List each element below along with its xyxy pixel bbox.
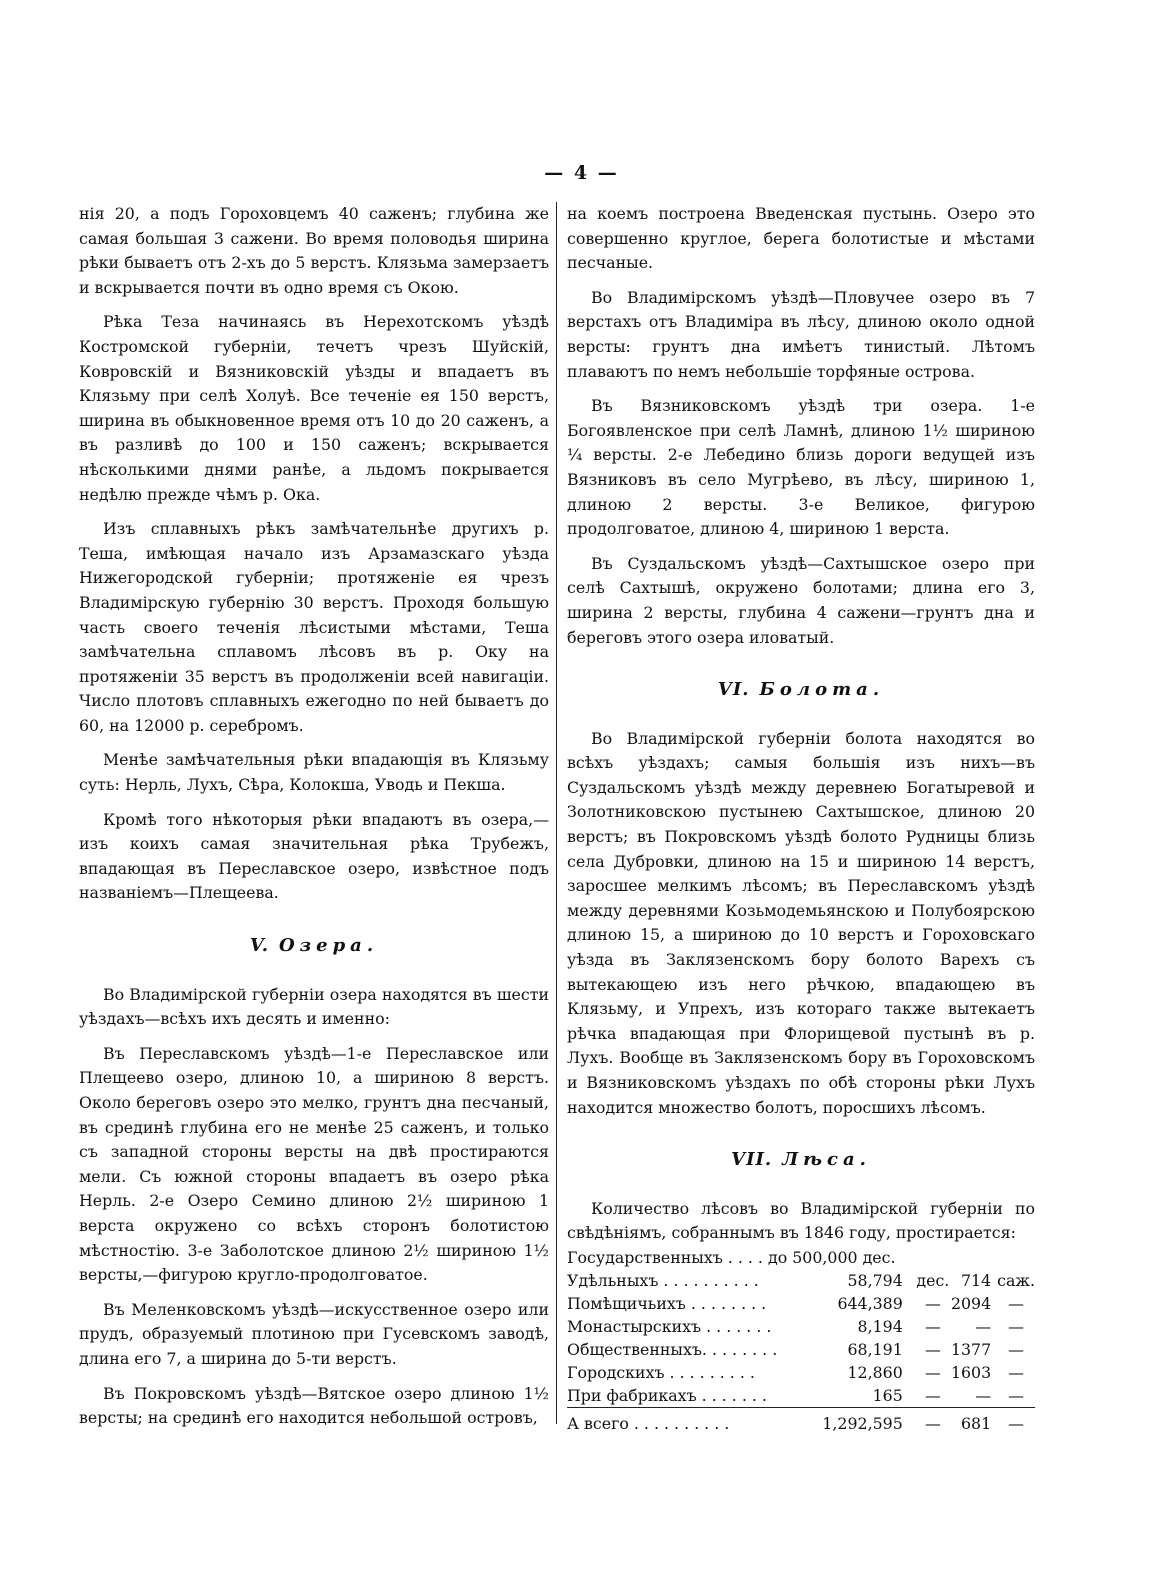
page-number: — 4 —	[544, 162, 619, 184]
right-column	[567, 202, 1035, 1435]
forest-unit-2: саж.	[997, 1270, 1035, 1290]
forest-value: 68,191	[847, 1339, 903, 1359]
paragraph: Въ Суздальскомъ уѣздѣ—Сахтышское озеро при селѣ Сахтышѣ, окружено болотами; длина его 3, ширина 2 версты, глубина 4 сажени—грунтъ дна и береговъ этого озера иловатый.	[567, 553, 1035, 647]
forest-first-row: Государственныхъ . . . . до 500,000 дес.	[567, 1247, 896, 1267]
left-column	[79, 202, 549, 1441]
section-number: V.	[249, 935, 269, 957]
paragraph: на коемъ построена Введенская пустынь. Озеро это совершенно круглое, берега болотистые и мѣстами песчаные.	[567, 204, 1035, 273]
forest-label: При фабрикахъ . . . . . . .	[567, 1385, 767, 1405]
forest-value: 58,794	[847, 1270, 903, 1290]
forest-value-2: 2094	[950, 1293, 992, 1313]
forest-value: 644,389	[837, 1293, 903, 1313]
section-title: Болота.	[759, 679, 885, 701]
forest-label: Помѣщичьихъ . . . . . . . .	[567, 1293, 767, 1313]
forest-row	[567, 1361, 1035, 1384]
forest-value: 12,860	[847, 1362, 903, 1382]
forest-label: Удѣльныхъ . . . . . . . . . .	[567, 1270, 759, 1290]
forest-row	[567, 1269, 1035, 1292]
forest-unit: дес.	[916, 1270, 950, 1290]
section-heading-forests	[567, 1148, 1035, 1173]
paragraph: Кромѣ того нѣкоторыя рѣки впадаютъ въ озера,— изъ коихъ самая значительная рѣка Трубежъ, впадающая въ Переславское озеро, извѣстное подъ названіемъ—Плещеева.	[79, 809, 549, 903]
forest-row	[567, 1384, 1035, 1408]
paragraph: Во Владимірскомъ уѣздѣ—Пловучее озеро въ 7 верстахъ отъ Владиміра въ лѣсу, длиною около одной версты: грунтъ дна имѣетъ тинистый. Лѣтомъ плаваютъ по немъ небольшіе торфяные острова.	[567, 287, 1035, 381]
forest-value: 8,194	[857, 1316, 903, 1336]
forest-unit-2: —	[997, 1407, 1035, 1435]
forest-label: Монастырскихъ . . . . . . .	[567, 1316, 772, 1336]
forest-label: Городскихъ . . . . . . . . .	[567, 1362, 755, 1382]
forest-unit: —	[915, 1407, 951, 1435]
section-number: VII.	[731, 1149, 773, 1171]
paragraph: Количество лѣсовъ во Владимірской губерніи по свѣдѣніямъ, собраннымъ въ 1846 году, простирается:	[567, 1198, 1035, 1243]
forest-unit-2: —	[1008, 1316, 1024, 1336]
paragraph: Во Владимірской губерніи озера находятся въ шести уѣздахъ—всѣхъ ихъ десять и именно:	[79, 984, 549, 1029]
forest-row	[567, 1315, 1035, 1338]
paragraph: Во Владимірской губерніи болота находятся во всѣхъ уѣздахъ; самыя большія изъ нихъ—въ Суздальскомъ уѣздѣ между деревнею Богатыревой и Золотниковскою пустынею Сахтышское, длиною 20 верстъ; въ Покровскомъ уѣздѣ болото Рудницы близь села Дубровки, длиною на 15 и шириною 14 верстъ, заросшее мелкимъ лѣсомъ; въ Переславскомъ уѣздѣ между деревнями Козьмодемьянскою и Полубоярскою длиною 15, а шириною до 10 верстъ и Гороховскаго уѣзда въ Заклязенскомъ бору болото Варехъ съ вытекающею изъ него рѣчкою, впадающею въ Клязьму, и Упрехъ, изъ котораго также вытекаетъ рѣчка впадающая при Флорищевой пустынѣ въ р. Лухъ. Вообще въ Заклязенскомъ бору въ Гороховскомъ и Вязниковскомъ уѣздахъ по обѣ стороны рѣки Лухъ находится множество болотъ, поросшихъ лѣсомъ.	[567, 728, 1035, 1117]
forest-unit: —	[924, 1362, 941, 1382]
paragraph: Рѣка Теза начинаясь въ Нерехотскомъ уѣздѣ Костромской губерніи, течетъ чрезъ Шуйскій, Ковровскій и Вязниковскій уѣзды и впадаетъ въ Клязьму при селѣ Холуѣ. Все теченіе ея 150 верстъ, ширина въ обыкновенное время отъ 10 до 20 саженъ, а въ разливѣ до 100 и 150 саженъ; вскрывается нѣсколькими днями ранѣе, а льдомъ покрывается недѣлю прежде чѣмъ р. Ока.	[79, 312, 549, 504]
forest-unit-2: —	[1008, 1362, 1024, 1382]
forest-unit-2: —	[1008, 1339, 1024, 1359]
forest-value: 1,292,595	[815, 1407, 915, 1435]
section-title: Озера.	[278, 935, 379, 957]
forest-table	[567, 1269, 1035, 1435]
forest-row	[567, 1292, 1035, 1315]
forest-unit: —	[924, 1385, 941, 1405]
paragraph: Въ Вязниковскомъ уѣздѣ три озера. 1-е Богоявленское при селѣ Ламнѣ, длиною 1½ шириною ¼ версты. 2-е Лебедино близь дороги ведущей изъ Вязниковъ въ село Мугрѣево, въ лѣсу, шириною 1, длиною 2 версты. 3-е Великое, фигурою продолговатое, длиною 4, шириною 1 верста.	[567, 396, 1035, 539]
section-heading-lakes	[79, 934, 549, 959]
forest-value-2: 1603	[950, 1362, 992, 1382]
section-heading-swamps	[567, 678, 1035, 703]
forest-value-2: —	[975, 1385, 992, 1405]
paragraph: Изъ сплавныхъ рѣкъ замѣчательнѣе другихъ р. Теша, имѣющая начало изъ Арзамазскаго уѣзда Нижегородской губерніи; протяженіе ея чрезъ Владимірскую губернію 30 верстъ. Проходя большую часть своего теченія лѣсистыми мѣстами, Теша замѣчательна сплавомъ лѣсовъ въ р. Оку на протяженіи 35 верстъ въ продолженіи всей навигаціи. Число плотовъ сплавныхъ ежегодно по ней бываетъ до 60, на 12000 р. серебромъ.	[79, 519, 549, 735]
forest-unit-2: —	[1008, 1385, 1024, 1405]
section-title: Лѣса.	[782, 1149, 871, 1171]
forest-label: Общественныхъ. . . . . . . .	[567, 1339, 778, 1359]
forest-value-2: —	[975, 1316, 992, 1336]
forest-unit-2: —	[1008, 1293, 1024, 1313]
forest-unit: —	[924, 1293, 941, 1313]
paragraph: Въ Меленковскомъ уѣздѣ—искусственное озеро или прудъ, образуемый плотиною при Гусевскомъ заводѣ, длина его 7, а ширина до 5-ти верстъ.	[79, 1299, 549, 1368]
forest-value-2: 714	[961, 1270, 992, 1290]
forest-unit: —	[924, 1339, 941, 1359]
paragraph: нія 20, а подъ Гороховцемъ 40 саженъ; глубина же самая большая 3 сажени. Во время половодья ширина рѣки бываетъ отъ 2-хъ до 5 верстъ. Клязьма замерзаетъ и вскрывается почти въ одно время съ Окою.	[79, 204, 549, 297]
paragraph: Въ Покровскомъ уѣздѣ—Вятское озеро длиною 1½ версты; на срединѣ его находится небольшой островъ,	[79, 1383, 549, 1428]
paragraph: Менѣе замѣчательныя рѣки впадающія въ Клязьму суть: Нерль, Лухъ, Сѣра, Колокша, Уводь и Пекша.	[79, 750, 549, 795]
forest-value: 165	[872, 1385, 903, 1405]
column-divider	[556, 202, 557, 1424]
forest-total-row	[567, 1407, 1035, 1435]
paragraph: Въ Переславскомъ уѣздѣ—1-е Переславское или Плещеево озеро, длиною 10, а шириною 8 верстъ. Около береговъ озеро это мелко, грунтъ дна песчаный, въ срединѣ глубина его не менѣе 25 саженъ, и только съ западной стороны версты на двѣ простираются мели. Съ южной стороны впадаетъ въ озеро рѣка Нерль. 2-е Озеро Семино длиною 2½ шириною 1 верста окружено со всѣхъ сторонъ болотистою мѣстностію. 3-е Заболотское длиною 2½ шириною 1½ версты,—фигурою кругло-продолговатое.	[79, 1043, 549, 1285]
forest-unit: —	[924, 1316, 941, 1336]
forest-value-2: 681	[951, 1407, 997, 1435]
forest-row	[567, 1338, 1035, 1361]
section-number: VI.	[717, 679, 750, 701]
forest-value-2: 1377	[950, 1339, 992, 1359]
forest-label: А всего . . . . . . . . . .	[567, 1407, 815, 1435]
